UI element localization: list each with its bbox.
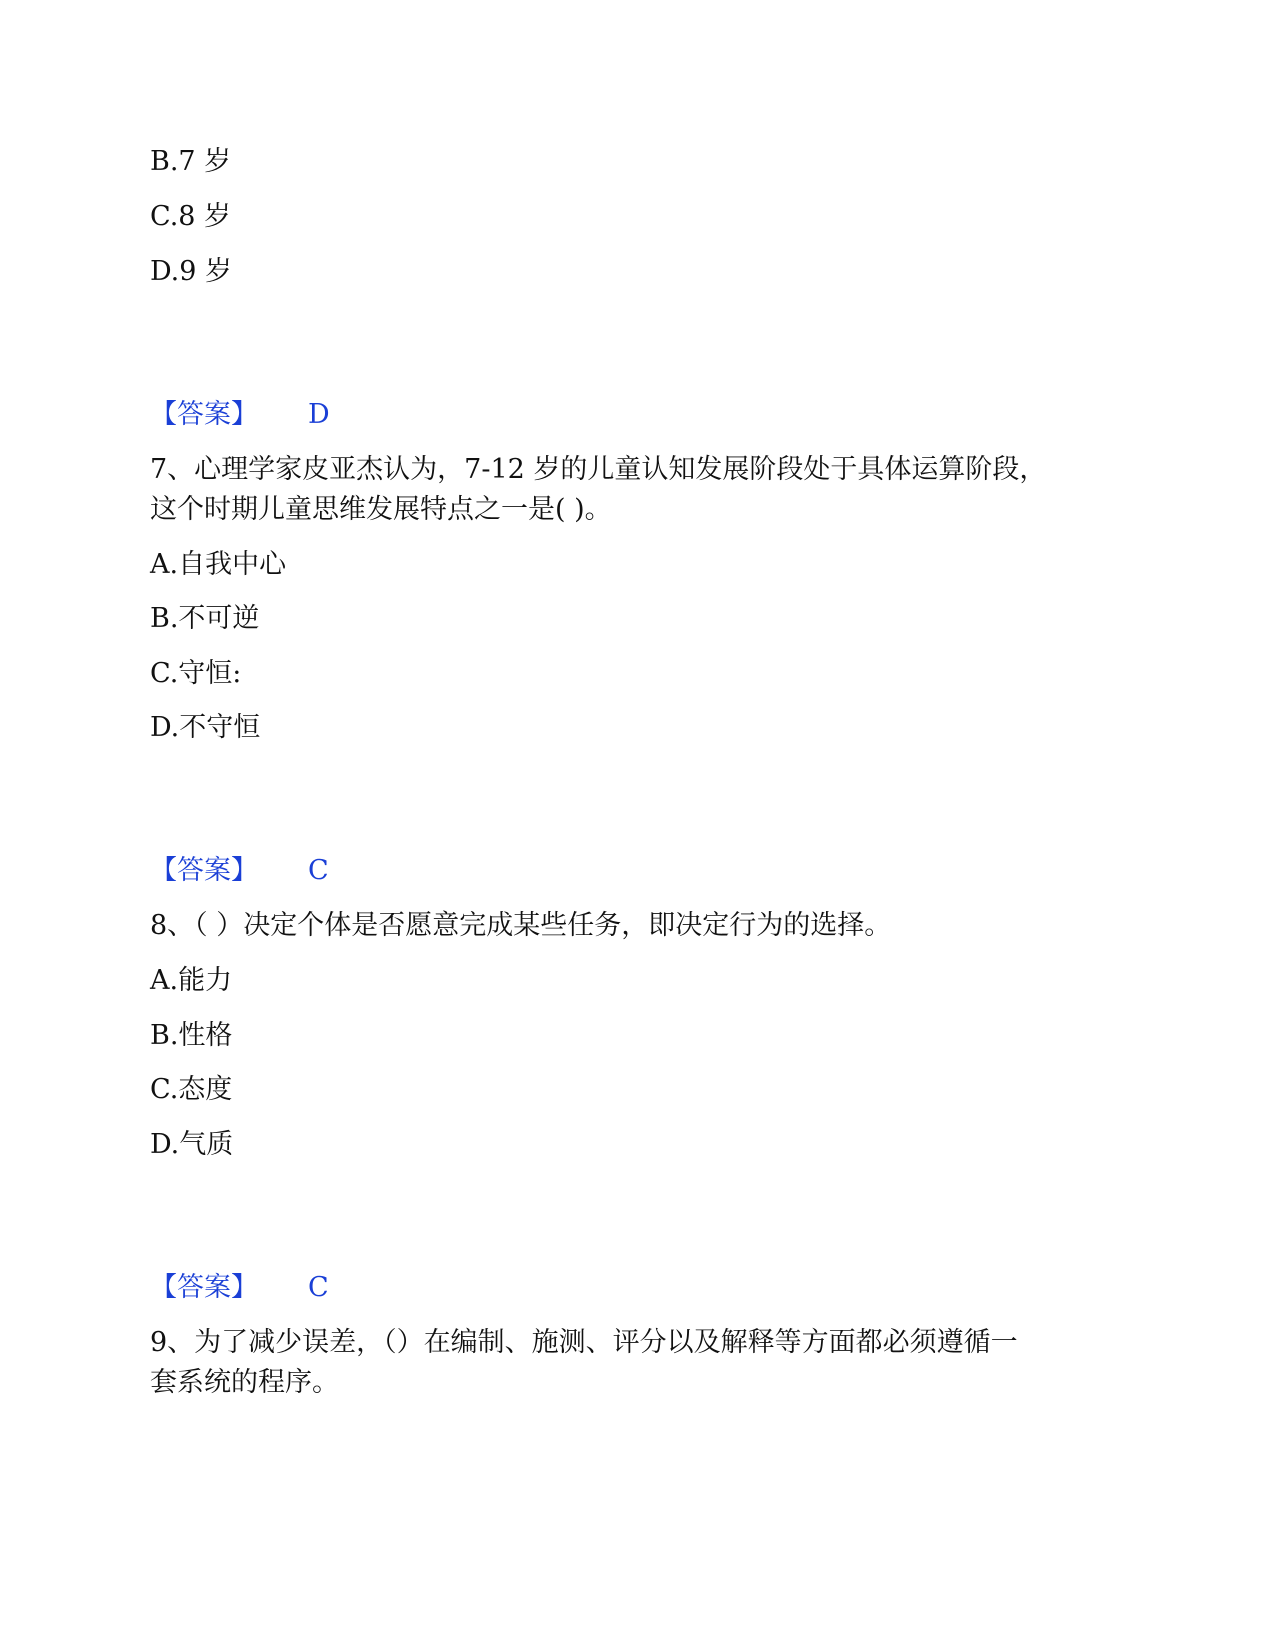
q8-option-a: A.能力 <box>150 965 233 996</box>
q8-stem: 8、（ ）决定个体是否愿意完成某些任务，即决定行为的选择。 <box>150 910 892 941</box>
answer-value: D <box>308 399 330 430</box>
q8-answer <box>150 1272 329 1304</box>
q6-option-d: D.9 岁 <box>150 256 233 287</box>
q6-option-b: B.7 岁 <box>150 146 232 177</box>
answer-value: C <box>308 855 329 886</box>
q6-answer <box>150 399 330 431</box>
q6-option-c: C.8 岁 <box>150 201 232 232</box>
q7-option-c: C.守恒: <box>150 658 242 689</box>
q7-option-d: D.不守恒 <box>150 712 261 743</box>
q7-stem-line2: 这个时期儿童思维发展特点之一是( )。 <box>150 494 612 525</box>
answer-label: 【答案】 <box>150 399 258 430</box>
q7-option-b: B.不可逆 <box>150 603 260 634</box>
q8-option-c: C.态度 <box>150 1074 233 1105</box>
q7-answer <box>150 855 329 887</box>
q8-option-b: B.性格 <box>150 1020 233 1051</box>
answer-label: 【答案】 <box>150 855 258 886</box>
q7-stem-line1: 7、心理学家皮亚杰认为，7-12 岁的儿童认知发展阶段处于具体运算阶段， <box>150 454 1047 485</box>
q9-stem-line1: 9、为了减少误差，（）在编制、施测、评分以及解释等方面都必须遵循一 <box>150 1327 1018 1358</box>
q9-stem-line2: 套系统的程序。 <box>150 1367 339 1398</box>
q8-option-d: D.气质 <box>150 1129 234 1160</box>
q7-option-a: A.自我中心 <box>150 549 287 580</box>
answer-label: 【答案】 <box>150 1272 258 1303</box>
answer-value: C <box>308 1272 329 1303</box>
